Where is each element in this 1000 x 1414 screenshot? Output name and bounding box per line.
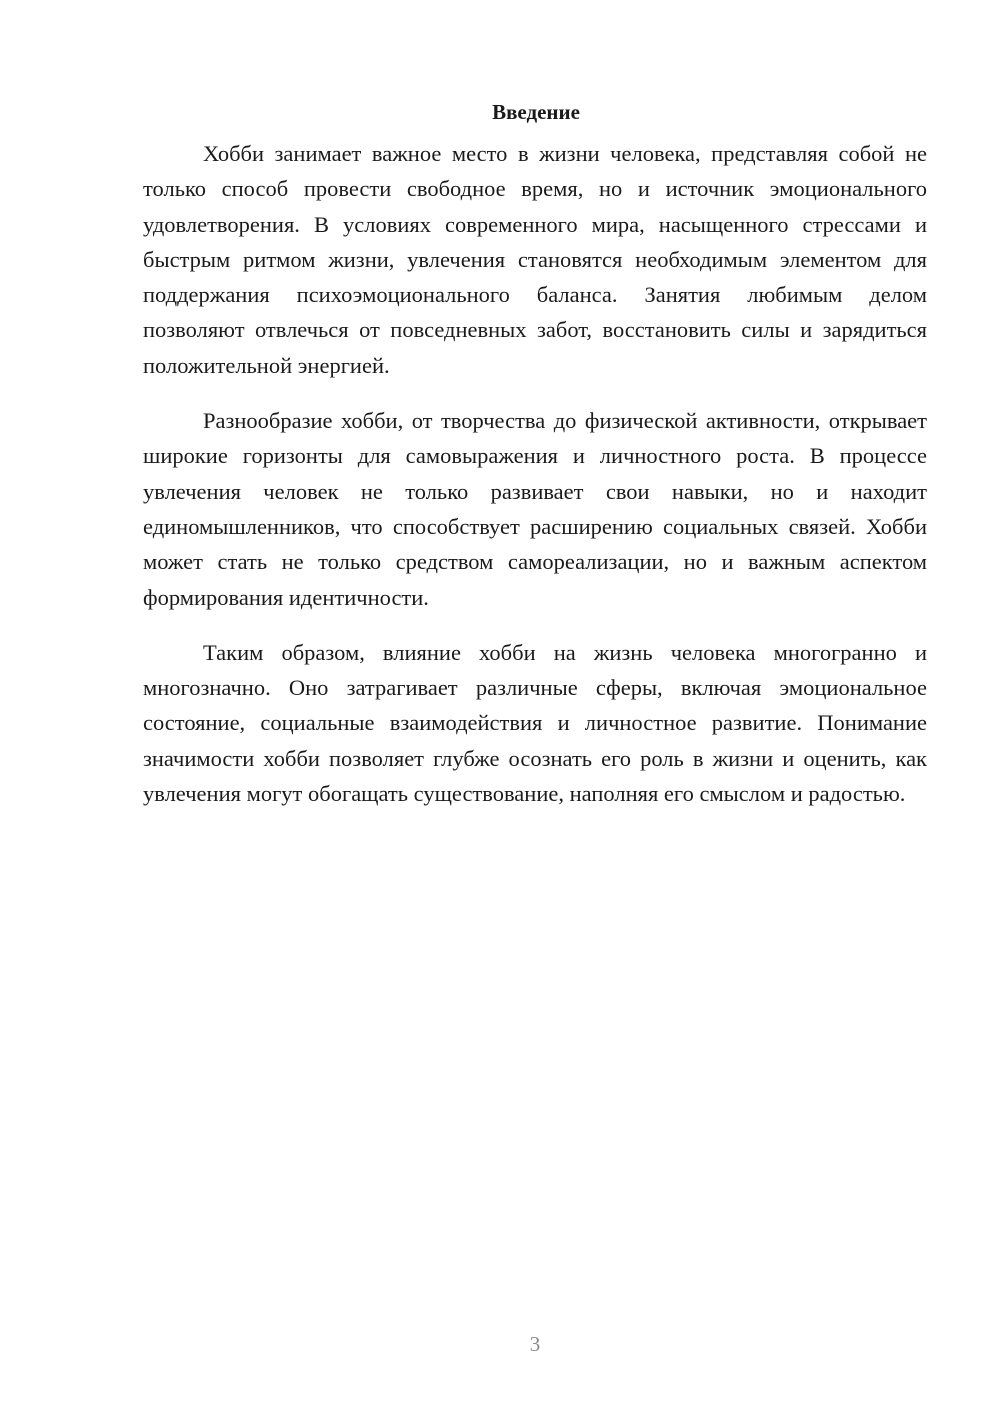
paragraph-3: Таким образом, влияние хобби на жизнь человека многогранно и многозначно. Оно затрагивает различные сферы, включая эмоциональное состояние, социальные взаимодействия и личностное развитие. Понимание значимости хобби позволяет глубже осознать его роль в жизни и оценить, как увлечения могут обогащать существование, наполняя его смыслом и радостью. [143, 639, 927, 807]
page-number: 3 [529, 1332, 541, 1356]
page-title: Введение [492, 100, 580, 124]
paragraph-1: Хобби занимает важное место в жизни человека, представляя собой не только способ провести свободное время, но и источник эмоционального удовлетворения. В условиях современного мира, насыщенного стрессами и быстрым ритмом жизни, увлечения становятся необходимым элементом для поддержания психоэмоционального баланса. Занятия любимым делом позволяют отвлечься от повседневных забот, восстановить силы и зарядиться положительной энергией. [143, 141, 927, 378]
page-content [143, 95, 927, 831]
paragraph-2: Разнообразие хобби, от творчества до физической активности, открывает широкие горизонты для самовыражения и личностного роста. В процессе увлечения человек не только развивает свои навыки, но и находит единомышленников, что способствует расширению социальных связей. Хобби может стать не только средством самореализации, но и важным аспектом формирования идентичности. [143, 408, 927, 610]
